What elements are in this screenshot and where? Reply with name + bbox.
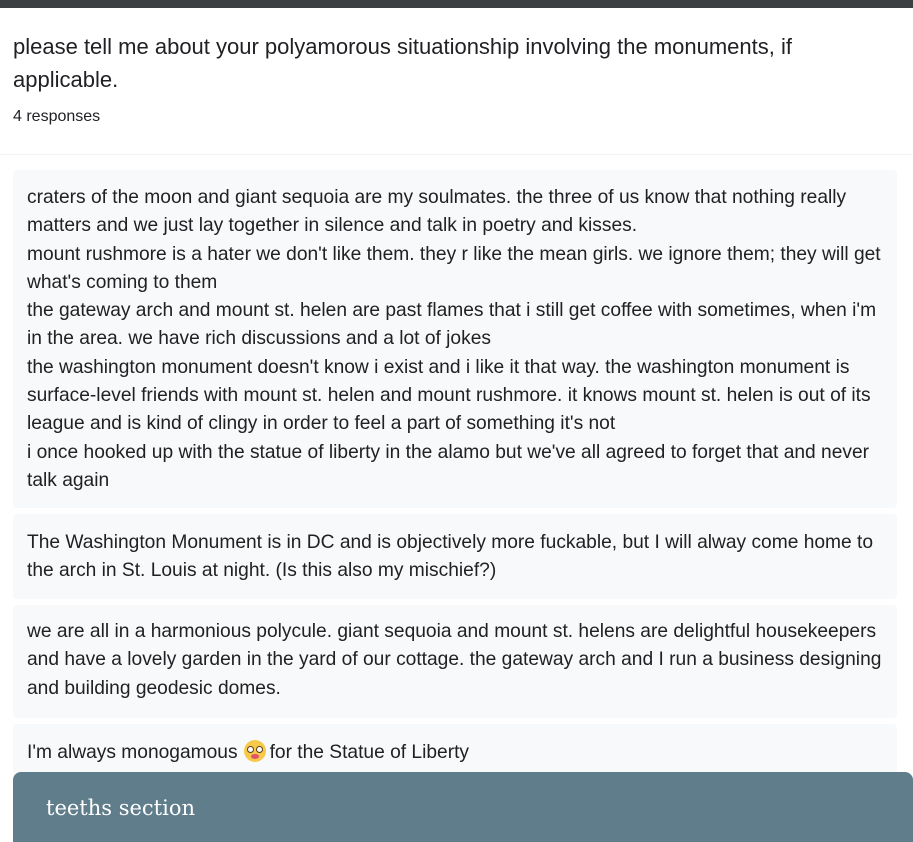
- response-text: [27, 739, 883, 767]
- response-text-before: I'm always monogamous: [27, 742, 238, 763]
- section-title: teeths section: [46, 796, 195, 820]
- response-line: the gateway arch and mount st. helen are past flames that i still get coffee with sometimes, when i'm in the area. we have rich discussions and a lot of jokes: [27, 300, 877, 350]
- flushed-face-emoji-icon: [244, 740, 266, 762]
- section-header: [13, 772, 913, 842]
- response-count: 4 responses: [13, 108, 101, 125]
- response-text: we are all in a harmonious polycule. giant sequoia and mount st. helens are delightful housekeepers and have a lovely garden in the yard of our cottage. the gateway arch and I run a business designing and building geodesic domes.: [27, 621, 882, 699]
- response-line: the washington monument doesn't know i exist and i like it that way. the washington monument is surface-level friends with mount st. helen and mount rushmore. it knows mount st. helen is out of its league and is kind of clingy in order to feel a part of something it's not: [27, 356, 871, 435]
- response-line: i once hooked up with the statue of liberty in the alamo but we've all agreed to forget that and never talk again: [27, 441, 870, 491]
- response-item: [13, 170, 897, 508]
- response-line: mount rushmore is a hater we don't like them. they r like the mean girls. we ignore them; they will get what's coming to them: [27, 243, 881, 293]
- question-title: please tell me about your polyamorous situationship involving the monuments, if applicable.: [13, 34, 792, 92]
- response-item: [13, 605, 897, 718]
- response-item: [13, 514, 897, 599]
- question-card: [0, 8, 913, 835]
- window-top-bar: [0, 0, 913, 8]
- response-line: craters of the moon and giant sequoia are my soulmates. the three of us know that nothing really matters and we just lay together in silence and talk in poetry and kisses.: [27, 187, 847, 237]
- response-text: The Washington Monument is in DC and is objectively more fuckable, but I will alway come home to the arch in St. Louis at night. (Is this also my mischief?): [27, 532, 874, 582]
- response-text-after: for the Statue of Liberty: [269, 742, 470, 763]
- divider: [0, 154, 913, 155]
